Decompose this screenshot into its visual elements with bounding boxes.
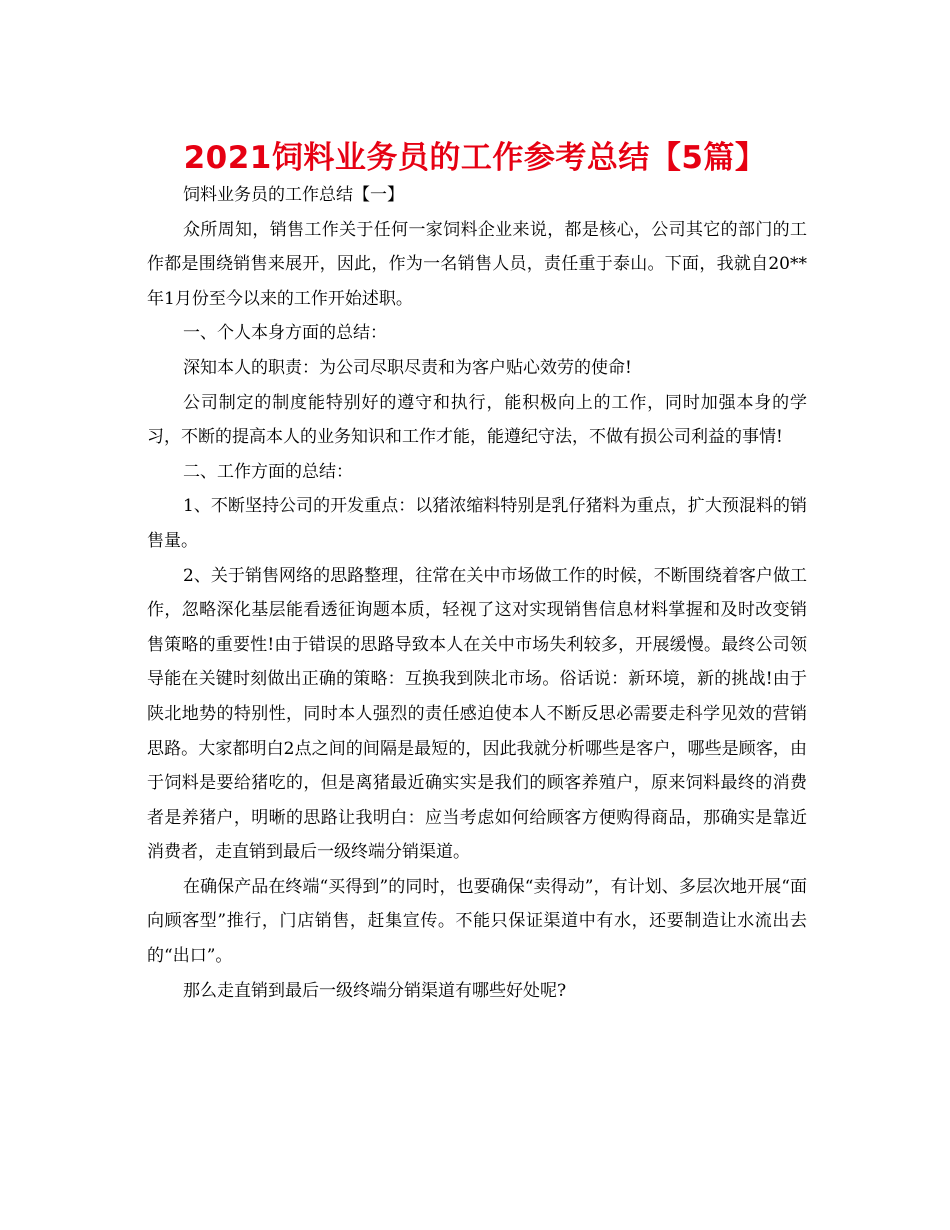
- document-title: 2021饲料业务员的工作参考总结【5篇】: [183, 140, 767, 176]
- paragraph-point-1: 1、不断坚持公司的开发重点：以猪浓缩料特别是乳仔猪料为重点，扩大预混料的销售量。: [147, 496, 807, 551]
- paragraph-rules: 公司制定的制度能特别好的遵守和执行，能积极向上的工作，同时加强本身的学习，不断的提高本人的业务知识和工作才能，能遵纪守法，不做有损公司利益的事情!: [147, 392, 807, 448]
- section-heading-work: 二、工作方面的总结：: [183, 461, 353, 482]
- paragraph-intro: 众所周知，销售工作关于任何一家饲料企业来说，都是核心，公司其它的部门的工作都是围绕销售来展开，因此，作为一名销售人员，责任重于泰山。下面，我就自20**年1月份至今以来的工作开始述职。: [147, 219, 807, 309]
- paragraph-point-2: 2、关于销售网络的思路整理，往常在关中市场做工作的时候，不断围绕着客户做工作，忽略深化基层能看透征询题本质，轻视了这对实现销售信息材料掌握和及时改变销售策略的重要性!由于错误的思路导致本人在关中市场失利较多，开展缓慢。最终公司领导能在关键时刻做出正确的策略：互换我到陕北市场。俗话说：新环境，新的挑战!由于陕北地势的特别性，同时本人强烈的责任感迫使本人不断反思必需要走科学见效的营销思路。大家都明白2点之间的间隔是最短的，因此我就分析哪些是客户，哪些是顾客，由于饲料是要给猪吃的，但是离猪最近确实实是我们的顾客养殖户，原来饲料最终的消费者是养猪户，明晰的思路让我明白：应当考虑如何给顾客方便购得商品，那确实是靠近消费者，走直销到最后一级终端分销渠道。: [147, 565, 807, 863]
- section-subtitle: 饲料业务员的工作总结【一】: [183, 185, 404, 205]
- document-body: [147, 178, 807, 1008]
- section-heading-personal: 一、个人本身方面的总结：: [183, 323, 387, 344]
- paragraph-terminal: 在确保产品在终端“买得到”的同时，也要确保“卖得动”，有计划、多层次地开展“面向顾客型”推行，门店销售，赶集宣传。不能只保证渠道中有水，还要制造让水流出去的“出口”。: [147, 876, 807, 967]
- paragraph-duty: 深知本人的职责：为公司尽职尽责和为客户贴心效劳的使命!: [183, 357, 632, 378]
- paragraph-question: 那么走直销到最后一级终端分销渠道有哪些好处呢?: [183, 980, 567, 1001]
